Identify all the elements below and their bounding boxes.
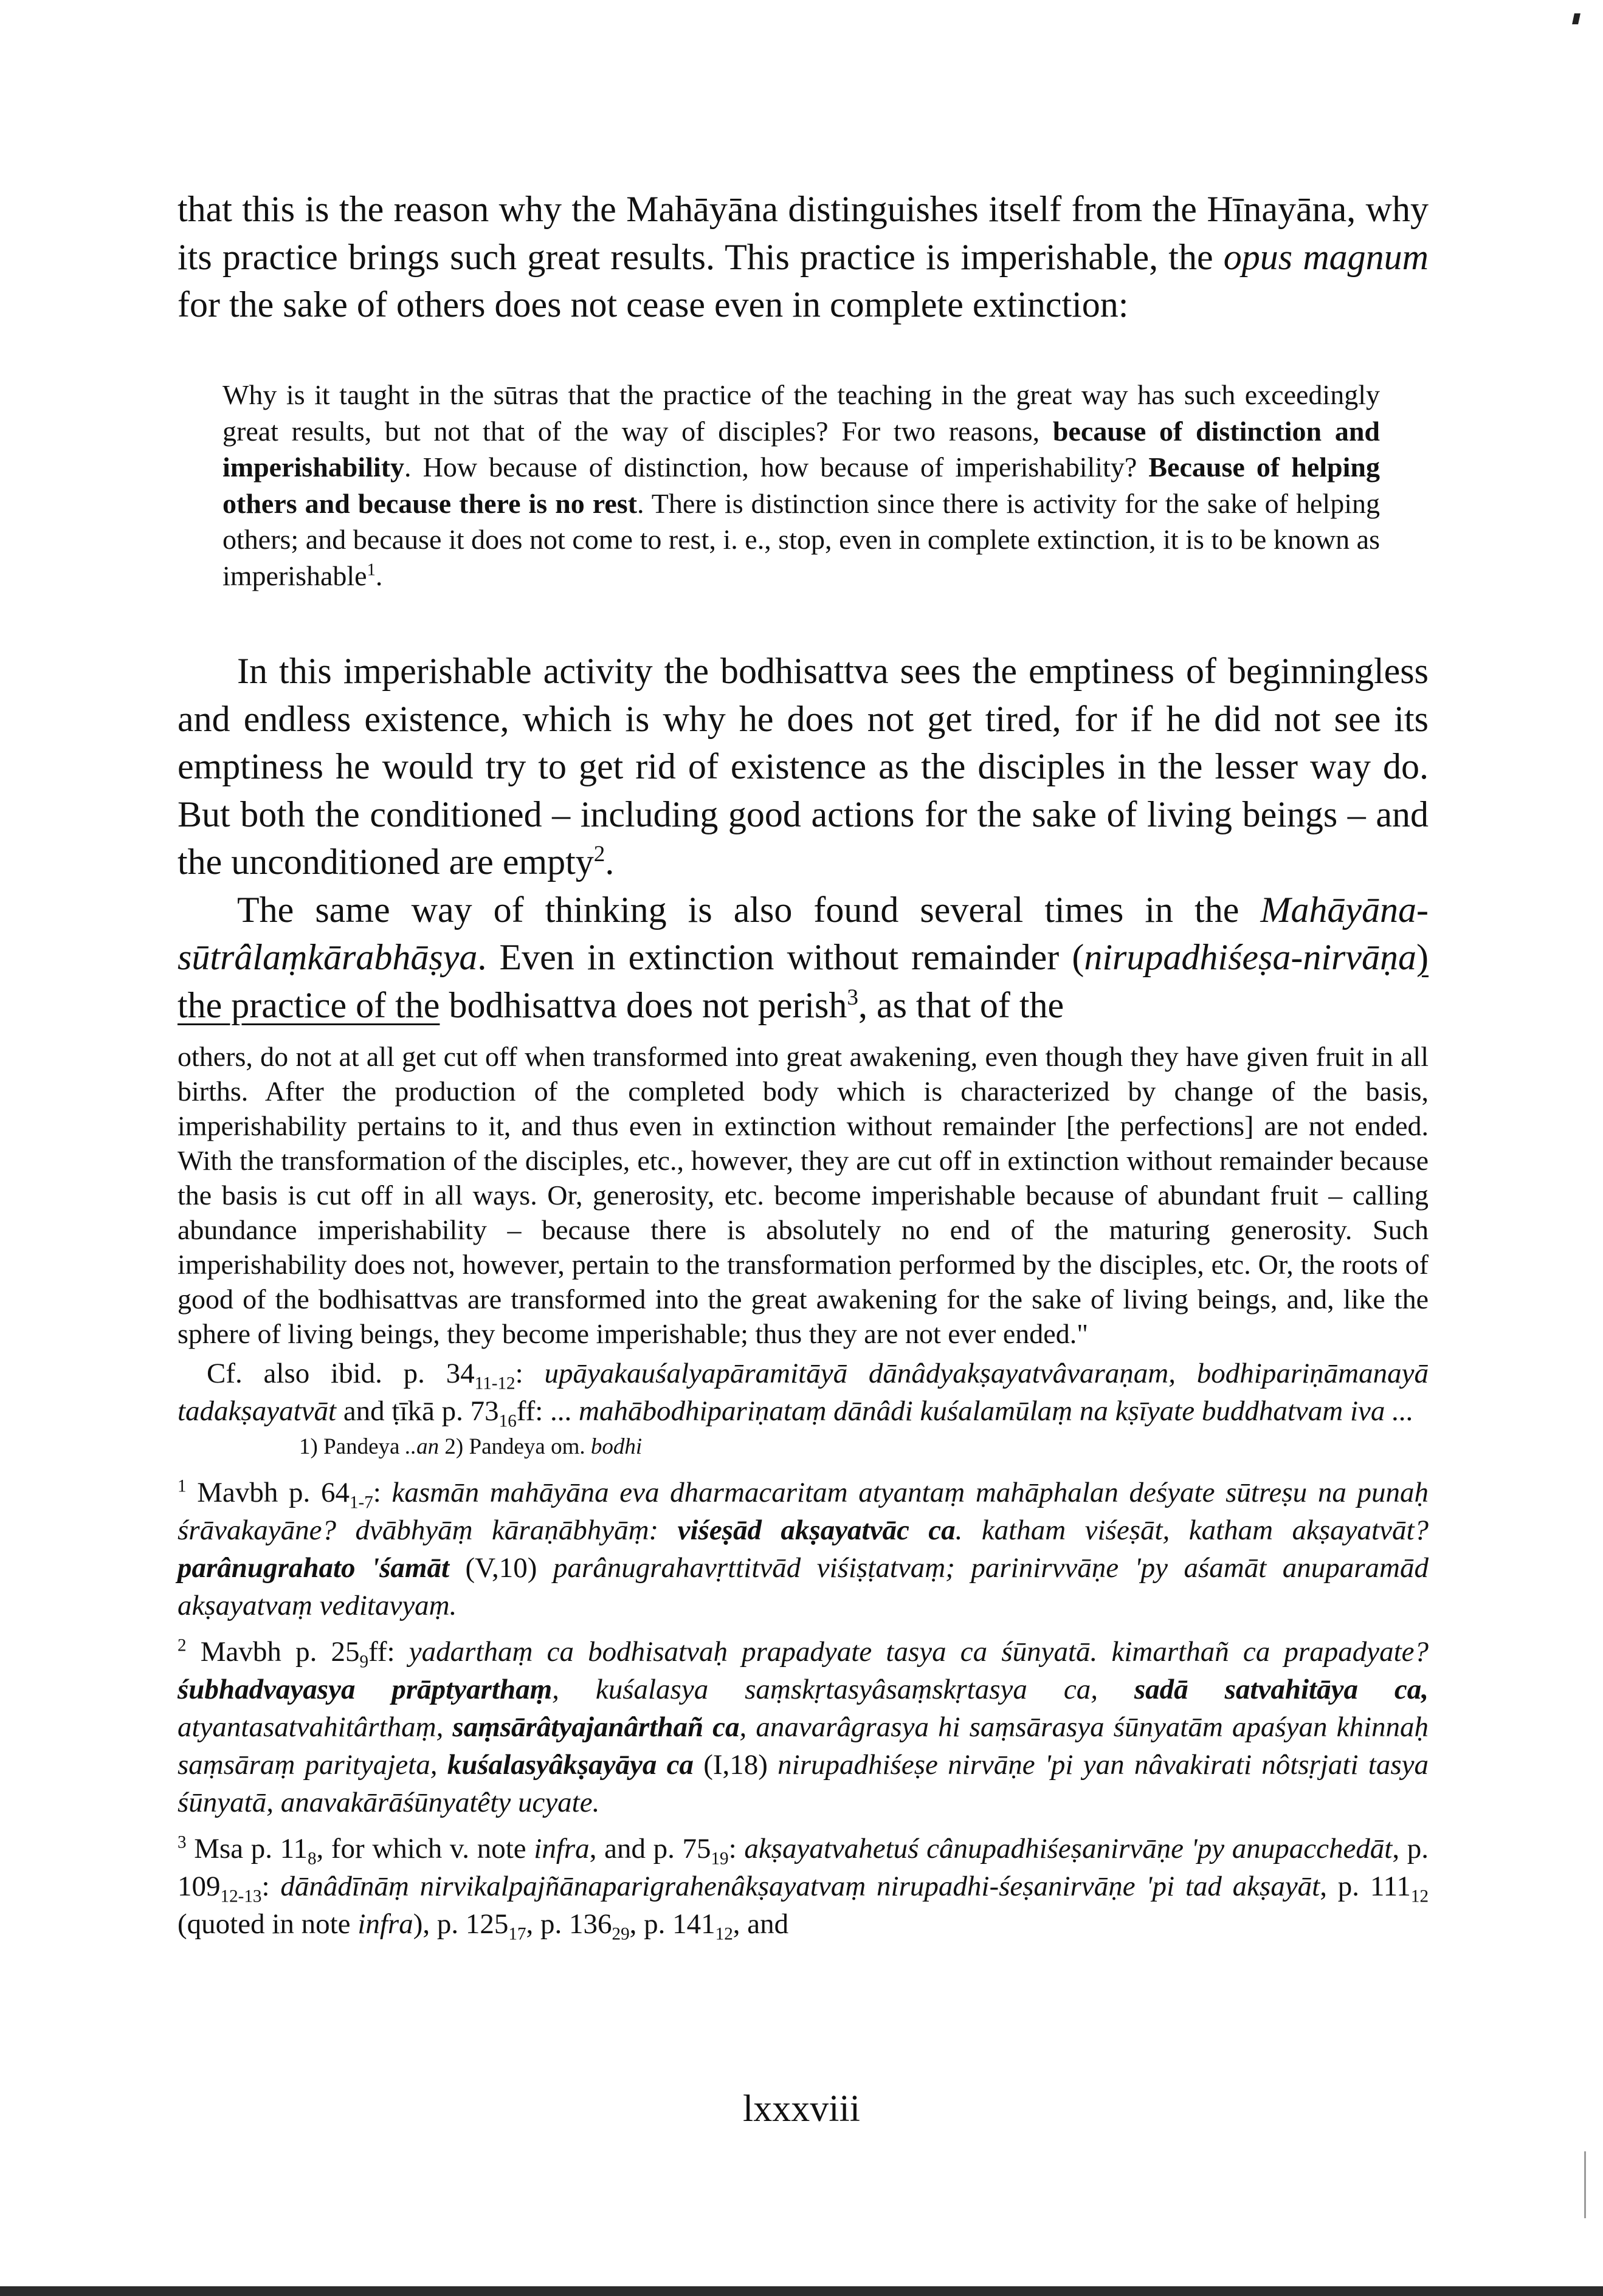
- footnote-text: (V,10): [449, 1552, 553, 1584]
- cf-text: and ṭīkā p. 73: [336, 1395, 499, 1427]
- footnote-sanskrit: , kuśalasya saṃskṛtasyâsaṃskṛtasya ca,: [552, 1674, 1134, 1705]
- footnote-number: 3: [178, 1832, 187, 1852]
- cf-sanskrit: mahābodhipariṇataṃ dānâdi kuśalamūlaṃ na kṣīyate buddhatvam iva ...: [579, 1395, 1414, 1427]
- footnote-text: :: [373, 1477, 392, 1508]
- footnote-subscript: 29: [612, 1924, 630, 1944]
- scan-bottom-edge: [0, 2286, 1603, 2296]
- footnote-number: 1: [178, 1476, 187, 1496]
- paragraph-3-term: nirupadhiśeṣa-nirvāṇa: [1084, 937, 1417, 977]
- footnote-bold: kuśalasyâkṣayāya ca: [447, 1749, 694, 1781]
- quote-text: .: [375, 560, 383, 591]
- footnote-text: Mavbh p. 64: [186, 1477, 350, 1508]
- paragraph-3-underlined: ) the practice of the: [178, 937, 1429, 1025]
- quote-bold: because of distinction and imperishability: [222, 415, 1380, 483]
- footnote-sanskrit: , anavarâgrasya hi saṃsārasya śūnyatām apaśyan khinnaḥ saṃsāraṃ parityajeta,: [178, 1711, 1429, 1781]
- paragraph-1-emphasis: opus magnum: [1223, 236, 1429, 277]
- footnote-bold: parânugrahato 'śamāt: [178, 1552, 450, 1584]
- cf-text: ff: ...: [516, 1395, 579, 1427]
- inserted-page: [178, 1039, 1429, 1943]
- cf-sanskrit: upāyakauśalyapāramitāyā dānâdyakṣayatvâvaraṇam, bodhipariṇāmanayā tadakṣayatvāt: [178, 1358, 1429, 1427]
- cf-subscript: 11-12: [474, 1373, 515, 1394]
- footnote-emphasis: infra: [357, 1908, 413, 1940]
- footnote-text: , and p. 75: [589, 1833, 711, 1865]
- paragraph-1-text: that this is the reason why the Mahāyāna distinguishes itself from the Hīnayāna, why its practice brings such great results. This practice is imperishable, the: [178, 189, 1429, 277]
- paragraph-2-text: In this imperishable activity the bodhisattva sees the emptiness of beginningless and endless existence, which is why he does not get tired, for if he did not see its emptiness he would try to get rid of existence as the disciples in the lesser way do. But both the conditioned – including good actions for the sake of living beings – and the unconditioned are empty: [178, 651, 1429, 882]
- footnote-text: Mavbh p. 25: [186, 1636, 360, 1668]
- footnote-subscript: 19: [711, 1849, 729, 1869]
- footnote-sanskrit: . katham viśeṣāt, katham akṣayatvāt?: [955, 1514, 1429, 1546]
- paragraph-3: [178, 886, 1429, 1029]
- footnote-3: [178, 1830, 1429, 1943]
- footnote-ref: 1: [367, 560, 376, 580]
- footnote-bold: sadā satvahitāya ca,: [1134, 1674, 1429, 1705]
- variant-text: 2) Pandeya om.: [439, 1434, 591, 1459]
- footnote-text: , p. 141: [629, 1908, 715, 1940]
- footnote-sanskrit: yadarthaṃ ca bodhisatvaḥ prapadyate tasya ca śūnyatā. kimarthañ ca prapadyate?: [409, 1636, 1429, 1668]
- paragraph-1: [178, 185, 1429, 329]
- footnote-subscript: 12-13: [220, 1886, 262, 1906]
- footnote-subscript: 12: [1410, 1886, 1429, 1906]
- footnote-text: Msa p. 11: [186, 1833, 308, 1865]
- footnote-text: ff:: [368, 1636, 409, 1668]
- footnote-text: , p. 109: [178, 1833, 1429, 1902]
- cf-note: [178, 1355, 1429, 1430]
- footnote-ref: 2: [593, 842, 605, 867]
- variant-emphasis: ..an: [405, 1434, 440, 1459]
- footnote-sanskrit: atyantasatvahitârthaṃ,: [178, 1711, 453, 1743]
- quote-text: Why is it taught in the sūtras that the practice of the teaching in the great way has such exceedingly great results, but not that of the way of disciples? For two reasons,: [222, 379, 1380, 447]
- paragraph-1-text-end: for the sake of others does not cease even in complete extinction:: [178, 284, 1129, 325]
- body-text: [178, 647, 1429, 1029]
- footnote-subscript: 9: [359, 1652, 369, 1672]
- quote-text: . How because of distinction, how because of imperishability?: [404, 452, 1149, 483]
- footnote-text: , p. 136: [526, 1908, 612, 1940]
- paragraph-3-text: bodhisattva does not perish: [440, 985, 847, 1025]
- footnote-sanskrit: kasmān mahāyāna eva dharmacaritam atyantaṃ mahāphalan deśyate sūtreṣu na punaḥ śrāvakayāne? dvābhyāṃ kāraṇābhyāṃ:: [178, 1477, 1429, 1546]
- footnote-text: :: [728, 1833, 745, 1865]
- page-number: lxxxviii: [743, 2088, 860, 2129]
- footnote-sanskrit: dānâdīnāṃ nirvikalpajñānaparigrahenâkṣayatvaṃ nirupadhi-śeṣanirvāṇe 'pi tad akṣayāt: [280, 1871, 1320, 1902]
- cf-text: Cf. also ibid. p. 34: [207, 1358, 475, 1389]
- footnote-subscript: 1-7: [349, 1493, 373, 1513]
- paragraph-2-end: .: [605, 842, 615, 882]
- variant-readings: [299, 1432, 1429, 1462]
- footnote-1: [178, 1474, 1429, 1624]
- footnote-subscript: 8: [307, 1849, 317, 1869]
- cf-subscript: 16: [498, 1411, 517, 1431]
- footnote-sanskrit: akṣayatvahetuś cânupadhiśeṣanirvāṇe 'py anupacchedāt: [744, 1833, 1393, 1865]
- variant-text: 1) Pandeya: [299, 1434, 405, 1459]
- footnote-text: , and: [733, 1908, 789, 1940]
- variant-emphasis: bodhi: [590, 1434, 643, 1459]
- footnote-bold: viśeṣād akṣayatvāc ca: [677, 1514, 956, 1546]
- footnote-text: ), p. 125: [413, 1908, 509, 1940]
- footnote-text: :: [261, 1871, 281, 1902]
- paragraph-3-text: , as that of the: [858, 985, 1064, 1025]
- footnote-subscript: 17: [508, 1924, 526, 1944]
- edge-speck: [1584, 2151, 1586, 2218]
- block-quote: [222, 377, 1380, 594]
- footnote-text: (quoted in note: [178, 1908, 358, 1940]
- corner-mark: [1572, 13, 1581, 24]
- footnote-sanskrit: nirupadhiśeṣe nirvāṇe 'pi yan nâvakirati nôtsṛjati tasya śūnyatā, anavakārāśūnyatêty ucyate.: [178, 1749, 1429, 1818]
- quote-bold: Because of helping others and because there is no rest: [222, 452, 1381, 519]
- quote-text: . There is distinction since there is activity for the sake of helping others; and because it does not come to rest, i. e., stop, even in complete extinction, it is to be known as imperishable: [222, 487, 1380, 591]
- paragraph-3-text: . Even in extinction without remainder (: [477, 937, 1084, 977]
- footnote-number: 2: [178, 1635, 187, 1655]
- footnote-bold: saṃsārâtyajanârthañ ca: [452, 1711, 740, 1743]
- footnote-text: , for which v. note: [316, 1833, 534, 1865]
- footnote-bold: śubhadvayasya prāptyarthaṃ: [178, 1674, 553, 1705]
- paragraph-3-title: Mahāyāna-sūtrâlaṃkārabhāṣya: [178, 889, 1429, 977]
- footnote-subscript: 12: [715, 1924, 733, 1944]
- footnote-2: [178, 1633, 1429, 1821]
- footnote-sanskrit: parânugrahavṛttitvād viśiṣṭatvaṃ; parinirvvāṇe 'py aśamāt anuparamād akṣayatvaṃ veditavyaṃ.: [178, 1552, 1429, 1621]
- paragraph-3-text: The same way of thinking is also found several times in the: [237, 889, 1261, 930]
- footnote-ref: 3: [847, 985, 858, 1010]
- paragraph-2: [178, 647, 1429, 886]
- footnote-text: , p. 111: [1320, 1871, 1411, 1902]
- inserted-text: others, do not at all get cut off when transformed into great awakening, even though they have given fruit in all births. After the production of the completed body which is characterized by change of the basis, imperishability pertains to it, and thus even in extinction without remainder [the perfections] are not ended. With the transformation of the disciples, etc., however, they are cut off in extinction without remainder because the basis is cut off in all ways. Or, generosity, etc. become imperishable because of abundant fruit – calling abundance imperishability – because there is absolutely no end of the maturing generosity. Such imperishability does not, however, pertain to the transformation performed by the disciples, etc. Or, the roots of good of the bodhisattvas are transformed into the great awakening for the sake of living beings, and, like the sphere of living beings, they become imperishable; thus they are not ever ended.": [178, 1041, 1429, 1349]
- footnote-text: (I,18): [693, 1749, 778, 1781]
- cf-text: :: [515, 1358, 545, 1389]
- footnote-sanskrit: infra: [534, 1833, 590, 1865]
